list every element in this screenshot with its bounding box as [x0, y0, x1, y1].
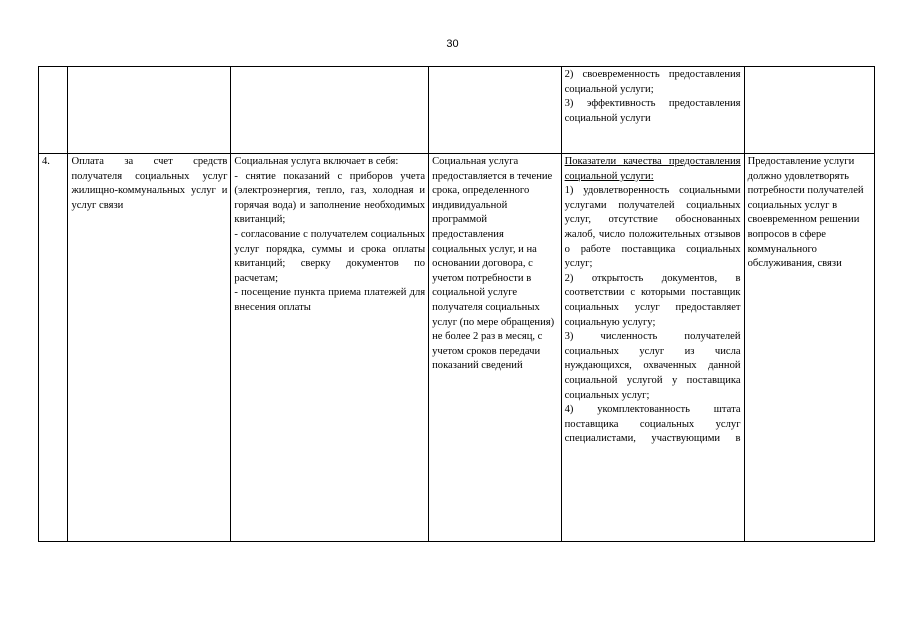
- content-item: - снятие показаний с приборов учета (электроэнергия, тепло, газ, холодная и горячая вода) и заполнение необходимых квитанций;: [234, 170, 426, 226]
- cell-conditions: [744, 154, 874, 542]
- indicators-header: Показатели качества предоставления социальной услуги:: [564, 156, 741, 182]
- content-item: - посещение пункта приема платежей для внесения оплаты: [234, 287, 426, 313]
- page-number: 30: [446, 38, 459, 50]
- service-conditions: Предоставление услуги должно удовлетворять потребности получателей социальных услуг в своевременном решении вопросов в сфере коммунального обслуживания, связи: [747, 156, 864, 270]
- cell-conditions: [744, 67, 874, 154]
- cell-number: [39, 67, 68, 154]
- content-item: Социальная услуга включает в себя:: [234, 156, 399, 167]
- service-name: Оплата за счет средств получателя социальных услуг жилищно-коммунальных услуг и услуг связи: [71, 156, 228, 211]
- service-terms: Социальная услуга предоставляется в течение срока, определенного индивидуальной программой предоставления социальных услуг, и на основании договора, с учетом потребности в социальной услуге получателя социальных услуг (по мере обращения) не более 2 раз в месяц, с учетом сроков передачи показаний сведений: [432, 156, 555, 372]
- indicator-item: 1) удовлетворенность социальными услугами получателей социальных услуг, отсутствие обоснованных жалоб, число положительных отзывов о работе поставщика социальных услуг;: [564, 185, 741, 270]
- table-row-continued: [39, 67, 875, 154]
- cell-service-content: [231, 67, 429, 154]
- content-item: - согласование с получателем социальных услуг порядка, суммы и срока оплаты квитанций; сверку документов по расчетам;: [234, 228, 426, 284]
- indicator-item: 4) укомплектованность штата поставщика социальных услуг специалистами, участвующими в: [564, 404, 741, 445]
- cell-number: 4.: [39, 154, 68, 542]
- cell-service-terms: [429, 67, 561, 154]
- cell-service-content: [231, 154, 429, 542]
- indicator-item: 3) эффективность предоставления социальной услуги: [564, 98, 741, 124]
- table-row-4: [39, 154, 875, 542]
- services-table: [38, 66, 875, 542]
- cell-quality-indicators: [561, 154, 744, 542]
- cell-service-name: [68, 67, 231, 154]
- indicator-item: 3) численность получателей социальных услуг из числа нуждающихся, охваченных данной социальной услугой у поставщика социальных услуг;: [564, 331, 741, 401]
- indicator-item: 2) открытость документов, в соответствии с которыми поставщик социальных услуг предоставляет социальную услугу;: [564, 272, 741, 328]
- cell-service-name: [68, 154, 231, 542]
- cell-quality-indicators: [561, 67, 744, 154]
- cell-service-terms: [429, 154, 561, 542]
- indicator-item: 2) своевременность предоставления социальной услуги;: [564, 69, 741, 95]
